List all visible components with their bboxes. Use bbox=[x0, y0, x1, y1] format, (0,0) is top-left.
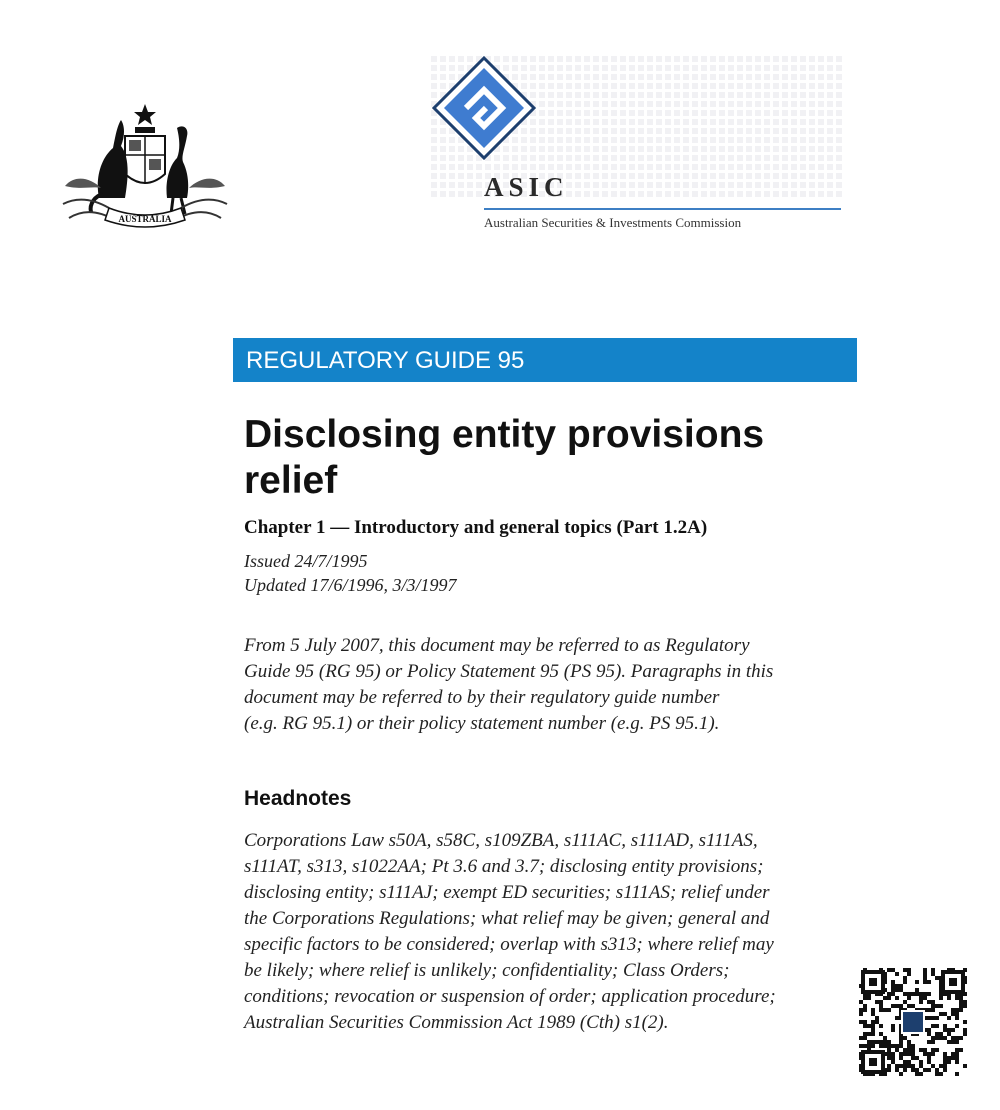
issued-date: Issued 24/7/1995 bbox=[244, 551, 368, 571]
headnotes-line: Australian Securities Commission Act 1989 (Cth) s1(2). bbox=[244, 1012, 669, 1033]
headnotes-line: conditions; revocation or suspension of order; application procedure; bbox=[244, 986, 776, 1007]
updated-dates: Updated 17/6/1996, 3/3/1997 bbox=[244, 575, 457, 595]
regulatory-guide-banner bbox=[233, 338, 857, 382]
note-line: (e.g. RG 95.1) or their policy statement number (e.g. PS 95.1). bbox=[244, 713, 720, 734]
regulatory-guide-label: REGULATORY GUIDE 95 bbox=[246, 347, 525, 374]
asic-logo-icon bbox=[432, 56, 536, 160]
note-line: Guide 95 (RG 95) or Policy Statement 95 (PS 95). Paragraphs in this bbox=[244, 661, 774, 682]
chapter-subtitle: Chapter 1 — Introductory and general topics (Part 1.2A) bbox=[244, 517, 708, 538]
headnotes-body bbox=[244, 828, 854, 1036]
headnotes-line: s111AT, s313, s1022AA; Pt 3.6 and 3.7; disclosing entity provisions; bbox=[244, 856, 764, 877]
coat-of-arms-icon bbox=[55, 100, 235, 235]
asic-divider bbox=[484, 208, 841, 210]
headnotes-heading: Headnotes bbox=[244, 787, 352, 810]
headnotes-line: Corporations Law s50A, s58C, s109ZBA, s111AC, s111AD, s111AS, bbox=[244, 830, 758, 851]
headnotes-line: specific factors to be considered; overlap with s313; where relief may bbox=[244, 934, 774, 955]
crest-banner-text: AUSTRALIA bbox=[118, 214, 172, 224]
headnotes-line: disclosing entity; s111AJ; exempt ED securities; s111AS; relief under bbox=[244, 882, 770, 903]
note-line: From 5 July 2007, this document may be referred to as Regulatory bbox=[244, 635, 750, 656]
issue-dates bbox=[244, 549, 457, 597]
document-title-line: Disclosing entity provisions bbox=[244, 413, 765, 456]
document-title-line: relief bbox=[244, 459, 338, 502]
headnotes-line: the Corporations Regulations; what relief may be given; general and bbox=[244, 908, 770, 929]
headnotes-line: be likely; where relief is unlikely; confidentiality; Class Orders; bbox=[244, 960, 730, 981]
reference-note bbox=[244, 633, 864, 737]
document-title bbox=[244, 412, 864, 504]
asic-wordmark: ASIC bbox=[484, 172, 569, 202]
note-line: document may be referred to by their regulatory guide number bbox=[244, 687, 720, 708]
asic-full-name: Australian Securities & Investments Commission bbox=[484, 215, 742, 230]
qr-code-icon[interactable] bbox=[859, 968, 967, 1076]
